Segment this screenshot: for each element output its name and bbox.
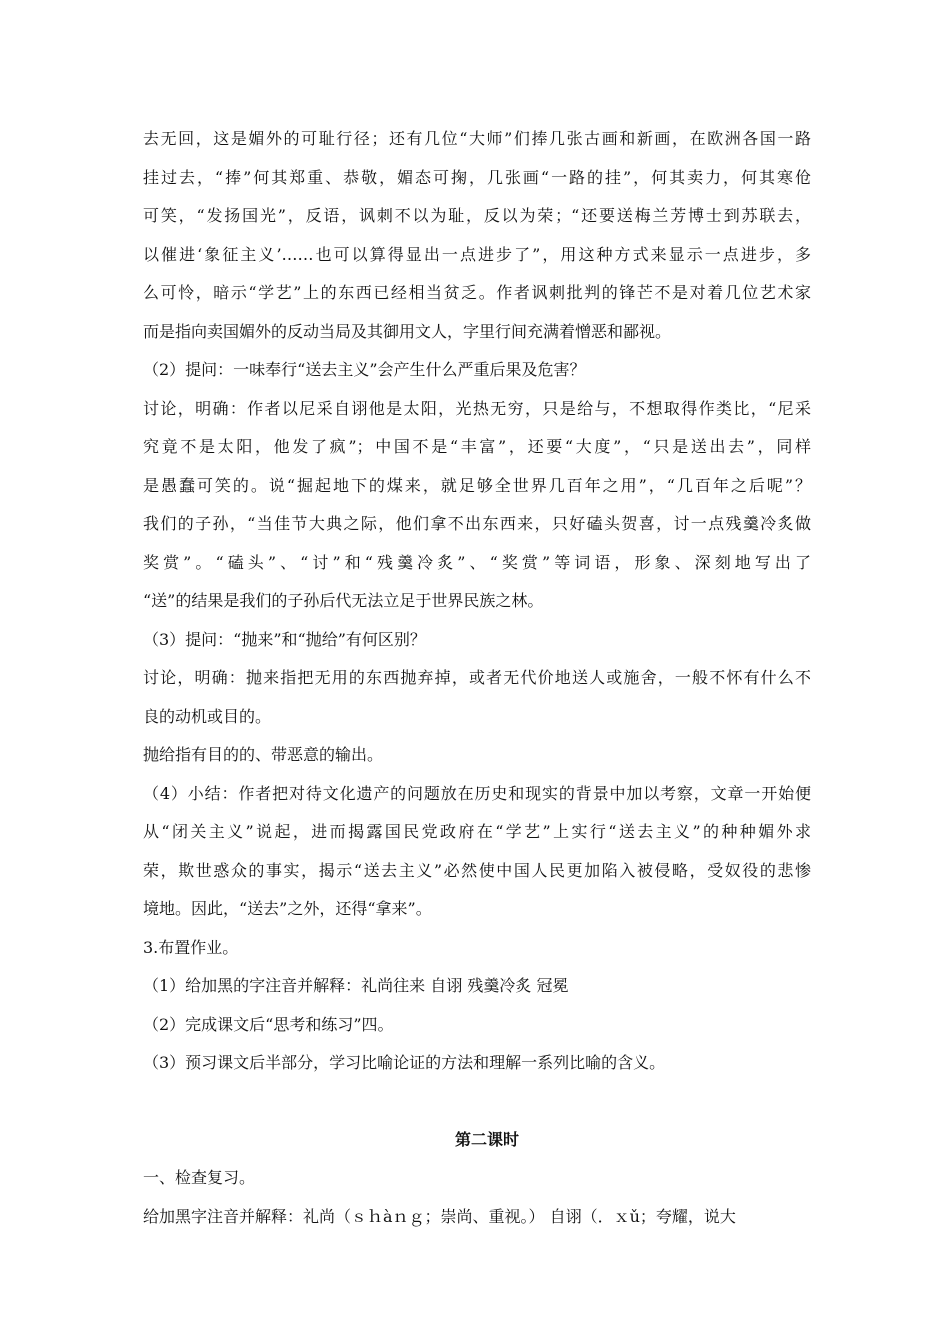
section-gap: [143, 1083, 811, 1121]
paragraph-line: 讨论，明确：抛来指把无用的东西抛弃掉，或者无代价地送人或施舍，一般不怀有什么不: [143, 668, 811, 687]
document-page: [143, 120, 811, 1236]
homework-item: （1）给加黑的字注音并解释：礼尚往来 自诩 残羹冷炙 冠冕: [143, 976, 569, 995]
paragraph-line: 挂过去，“捧”何其郑重、恭敬，媚态可掬，几张画“一路的挂”，何其卖力，何其寒伧: [143, 167, 811, 187]
summary-line: 从“闭关主义”说起，进而揭露国民党政府在“学艺”上实行“送去主义”的种种媚外求: [143, 822, 811, 841]
review-line: 给加黑字注音并解释：礼尚（ｓｈàｎｇ；崇尚、重视。） 自诩（．ｘǔ；夸耀，说大: [143, 1206, 736, 1226]
paragraph-line: 以催进‘象征主义’……也可以算得显出一点进步了”，用这种方式来显示一点进步，多: [143, 244, 811, 264]
homework-item: （3）预习课文后半部分，学习比喻论证的方法和理解一系列比喻的含义。: [143, 1053, 666, 1072]
paragraph-line: 讨论，明确：作者以尼采自诩他是太阳，光热无穷，只是给与，不想取得作类比，“尼采: [143, 398, 811, 418]
paragraph-line: 去无回，这是媚外的可耻行径；还有几位“大师”们捧几张古画和新画，在欧洲各国一路: [143, 129, 811, 148]
homework-item: （2）完成课文后“思考和练习”四。: [143, 1014, 394, 1034]
question-2: （2）提问：一味奉行“送去主义”会产生什么严重后果及危害？: [143, 360, 586, 379]
question-3: （3）提问：“抛来”和“抛给”有何区别？: [143, 629, 426, 649]
summary-line: 境地。因此，“送去”之外，还得“拿来”。: [143, 899, 432, 918]
summary-line: （4）小结：作者把对待文化遗产的问题放在历史和现实的背景中加以考察，文章一开始便: [143, 783, 811, 803]
paragraph-line: 良的动机或目的。: [143, 706, 272, 726]
paragraph-line: 是愚蠢可笑的。说“掘起地下的煤来，就足够全世界几百年之用”，“几百年之后呢”？: [143, 475, 811, 495]
lesson-2-heading: 第二课时: [454, 1129, 519, 1149]
review-title: 一、检查复习。: [143, 1168, 256, 1187]
paragraph-line: 奖赏”。“磕头”、“讨”和“残羹冷炙”、“奖赏”等词语，形象、深刻地写出了: [143, 552, 811, 572]
paragraph-line: 究竟不是太阳，他发了疯”；中国不是“丰富”，还要“大度”，“只是送出去”，同样: [143, 437, 811, 456]
paragraph-line: 抛给指有目的的、带恶意的输出。: [143, 745, 384, 764]
paragraph-line: 可笑，“发扬国光”，反语，讽刺不以为耻，反以为荣；“还要送梅兰芳博士到苏联去，: [143, 206, 811, 225]
paragraph-line: 么可怜，暗示“学艺”上的东西已经相当贫乏。作者讽刺批判的锋芒不是对着几位艺术家: [143, 283, 811, 302]
paragraph-line: “送”的结果是我们的子孙后代无法立足于世界民族之林。: [143, 591, 544, 610]
paragraph-line: 我们的子孙，“当佳节大典之际，他们拿不出东西来，只好磕头贺喜，讨一点残羹冷炙做: [143, 514, 811, 533]
summary-line: 荣，欺世惑众的事实，揭示“送去主义”必然使中国人民更加陷入被侵略，受奴役的悲惨: [143, 860, 811, 880]
paragraph-line: 而是指向卖国媚外的反动当局及其御用文人，字里行间充满着憎恶和鄙视。: [143, 321, 672, 341]
homework-title: 3.布置作业。: [143, 937, 239, 957]
